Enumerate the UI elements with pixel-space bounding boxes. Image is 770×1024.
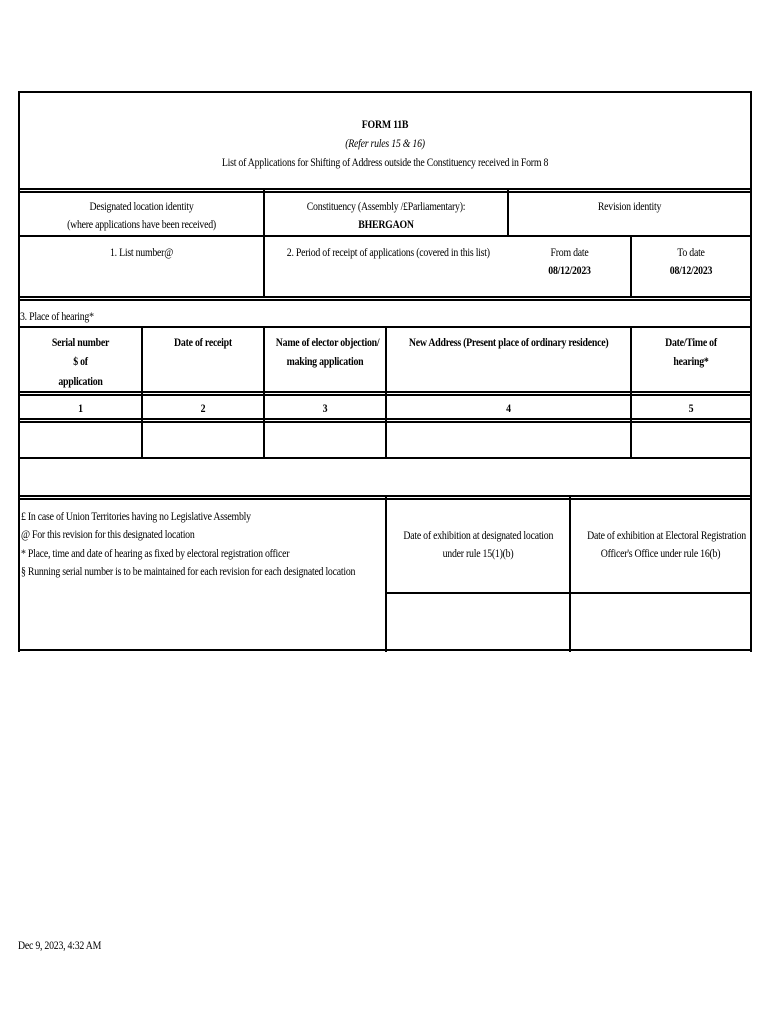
form-description: List of Applications for Shifting of Address outside the Constituency received in Form 8 bbox=[221, 155, 549, 169]
to-date-label: To date bbox=[677, 245, 705, 259]
exhibition-designated-label-1: Date of exhibition at designated location bbox=[403, 528, 554, 542]
list-number-label: 1. List number@ bbox=[109, 245, 174, 259]
note-union-territories: £ In case of Union Territories having no Legislative Assembly bbox=[21, 509, 251, 523]
note-serial-number: § Running serial number is to be maintained for each revision for each designated location bbox=[21, 564, 356, 578]
exhibition-ero-label-2: Officer's Office under rule 16(b) bbox=[600, 546, 721, 560]
col-serial-number-header-1: Serial number bbox=[51, 335, 110, 349]
designated-location-label: Designated location identity bbox=[89, 199, 194, 213]
place-of-hearing-label: 3. Place of hearing* bbox=[20, 309, 94, 323]
from-date-value: 08/12/2023 bbox=[548, 263, 591, 277]
designated-location-sublabel: (where applications have been received) bbox=[67, 217, 216, 231]
col-name-of-elector-header-2: making application bbox=[286, 354, 364, 368]
col-number-5: 5 bbox=[688, 401, 694, 415]
col-serial-number-header-3: application bbox=[58, 374, 103, 388]
col-hearing-header-1: Date/Time of bbox=[665, 335, 717, 349]
constituency-value: BHERGAON bbox=[358, 217, 414, 231]
col-serial-number-header-2: $ of bbox=[73, 354, 88, 368]
col-new-address-header: New Address (Present place of ordinary residence) bbox=[408, 335, 609, 349]
note-hearing: * Place, time and date of hearing as fixed by electoral registration officer bbox=[21, 546, 290, 560]
col-date-of-receipt-header: Date of receipt bbox=[174, 335, 232, 349]
exhibition-designated-label-2: under rule 15(1)(b) bbox=[442, 546, 514, 560]
col-number-3: 3 bbox=[322, 401, 328, 415]
form-subtitle: (Refer rules 15 & 16) bbox=[345, 136, 425, 150]
col-number-1: 1 bbox=[78, 401, 83, 415]
col-name-of-elector-header-1: Name of elector objection/ bbox=[275, 335, 380, 349]
to-date-value: 08/12/2023 bbox=[669, 263, 713, 277]
col-number-4: 4 bbox=[506, 401, 511, 415]
print-timestamp: Dec 9, 2023, 4:32 AM bbox=[18, 938, 102, 952]
exhibition-ero-label-1: Date of exhibition at Electoral Registration bbox=[587, 528, 746, 542]
constituency-label: Constituency (Assembly /£Parliamentary): bbox=[306, 199, 466, 213]
from-date-label: From date bbox=[550, 245, 589, 259]
col-hearing-header-2: hearing* bbox=[673, 354, 709, 368]
table-row-serial-cell bbox=[20, 423, 141, 458]
form-title: FORM 11B bbox=[361, 117, 409, 131]
col-number-2: 2 bbox=[200, 401, 206, 415]
note-revision: @ For this revision for this designated location bbox=[21, 527, 195, 541]
revision-identity-label: Revision identity bbox=[597, 199, 662, 213]
period-label: 2. Period of receipt of applications (covered in this list) bbox=[286, 245, 490, 259]
